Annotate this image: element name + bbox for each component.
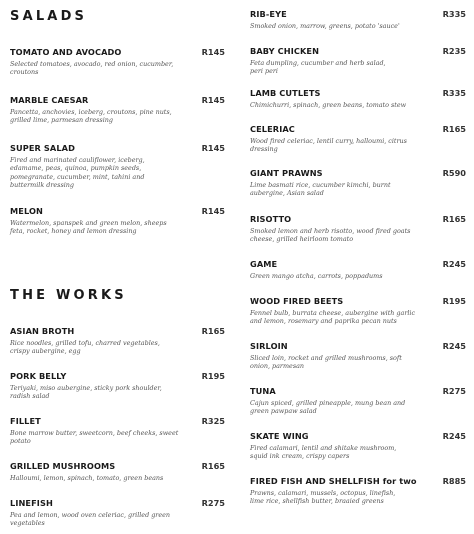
menu-item-price: R165: [201, 326, 225, 336]
menu-item: [250, 88, 466, 109]
menu-item-description: Bone marrow butter, sweetcorn, beef cheeks, sweet potato: [10, 429, 179, 446]
menu-item-description: Fired and marinated cauliflower, iceberg, edamame, peas, quinoa, pumpkin seeds, pomegranate, cucumber, mint, tahini and buttermilk dressing: [10, 156, 145, 190]
menu-item-name: SUPER SALAD: [10, 143, 75, 153]
menu-item-name: WOOD FIRED BEETS: [250, 296, 344, 306]
menu-item-name: MELON: [10, 206, 43, 216]
menu-item: [250, 341, 466, 371]
menu-item-description: Chimichurri, spinach, green beans, tomato stew: [250, 101, 407, 109]
menu-item: [250, 259, 466, 280]
menu-item-description: Smoked lemon and herb risotto, wood fired goats cheese, grilled heirloom tomato: [250, 227, 411, 244]
menu-item: [10, 371, 225, 401]
menu-item-price: R145: [201, 206, 225, 216]
menu-item: [250, 431, 466, 461]
menu-item-description: Lime basmati rice, cucumber kimchi, burnt aubergine, Asian salad: [250, 181, 391, 198]
menu-item-price: R335: [442, 88, 466, 98]
menu-item-price: R325: [201, 416, 225, 426]
menu-item-name: GRILLED MUSHROOMS: [10, 461, 116, 471]
menu-item-description: Pea and lemon, wood oven celeriac, grilled green vegetables: [10, 511, 171, 528]
menu-item-description: Fired calamari, lentil and shitake mushroom, squid ink cream, crispy capers: [250, 444, 397, 461]
menu-item-name: TOMATO AND AVOCADO: [10, 47, 122, 57]
menu-item: [10, 498, 225, 528]
menu-item-name: BABY CHICKEN: [250, 46, 320, 56]
menu-item-price: R145: [201, 47, 225, 57]
menu-item: [10, 326, 225, 356]
menu-item: [10, 95, 225, 125]
menu-item: [250, 386, 466, 416]
menu-item-description: Fennel bulb, burrata cheese, aubergine with garlic and lemon, rosemary and paprika pecan nuts: [250, 309, 416, 326]
menu-item-description: Prawns, calamari, mussels, octopus, linefish, lime rice, shellfish butter, braaied greens: [250, 489, 396, 506]
menu-item-description: Smoked onion, marrow, greens, potato 'sauce': [250, 22, 400, 30]
menu-item-price: R195: [442, 296, 466, 306]
menu-item-description: Halloumi, lemon, spinach, tomato, green beans: [10, 474, 164, 482]
menu-item-description: Cajun spiced, grilled pineapple, mung bean and green pawpaw salad: [250, 399, 406, 416]
menu-item: [250, 476, 466, 506]
menu-item-name: ASIAN BROTH: [10, 326, 75, 336]
menu-item-price: R885: [442, 476, 466, 486]
menu-item: [10, 206, 225, 236]
menu-item-price: R195: [201, 371, 225, 381]
menu-item-price: R235: [442, 46, 466, 56]
menu-item-price: R245: [442, 341, 466, 351]
menu-item-price: R245: [442, 431, 466, 441]
menu-item: [250, 296, 466, 326]
section-title-salads: SALADS: [10, 9, 88, 24]
menu-item: [10, 461, 225, 482]
menu-item-description: Wood fired celeriac, lentil curry, halloumi, citrus dressing: [250, 137, 407, 154]
menu-item: [250, 46, 466, 76]
menu-item-description: Rice noodles, grilled tofu, charred vegetables, crispy aubergine, egg: [10, 339, 160, 356]
menu-item-price: R165: [442, 124, 466, 134]
menu-item: [250, 168, 466, 198]
menu-item-price: R590: [442, 168, 466, 178]
menu-item-price: R165: [201, 461, 225, 471]
menu-item: [10, 143, 225, 190]
menu-item: [250, 9, 466, 30]
menu-item-price: R145: [201, 143, 225, 153]
menu-item-price: R145: [201, 95, 225, 105]
menu-item: [10, 47, 225, 77]
menu-item: [250, 124, 466, 154]
menu-item-description: Feta dumpling, cucumber and herb salad, peri peri: [250, 59, 386, 76]
menu-item-name: LAMB CUTLETS: [250, 88, 321, 98]
menu-item-name: TUNA: [250, 386, 276, 396]
menu-item-name: PORK BELLY: [10, 371, 67, 381]
menu-item-name: GAME: [250, 259, 278, 269]
menu-item-description: Watermelon, spanspek and green melon, sheeps feta, rocket, honey and lemon dressing: [10, 219, 167, 236]
menu-item-name: MARBLE CAESAR: [10, 95, 89, 105]
menu-item-name: CELERIAC: [250, 124, 295, 134]
menu-item-name: LINEFISH: [10, 498, 53, 508]
section-title-the-works: THE WORKS: [10, 288, 127, 303]
menu-item-price: R165: [442, 214, 466, 224]
menu-item-name: RIB-EYE: [250, 9, 287, 19]
menu-item-name: FILLET: [10, 416, 41, 426]
menu-item-description: Pancetta, anchovies, iceberg, croutons, pine nuts, grilled lime, parmesan dressing: [10, 108, 172, 125]
menu-item-name: SIRLOIN: [250, 341, 288, 351]
menu-item-name: SKATE WING: [250, 431, 309, 441]
menu-item-name: FIRED FISH AND SHELLFISH for two: [250, 476, 417, 486]
menu-item-name: GIANT PRAWNS: [250, 168, 323, 178]
menu-item-price: R275: [442, 386, 466, 396]
menu-item-price: R245: [442, 259, 466, 269]
menu-item-description: Selected tomatoes, avocado, red onion, cucumber, croutons: [10, 60, 174, 77]
menu-item-description: Teriyaki, miso aubergine, sticky pork shoulder, radish salad: [10, 384, 162, 401]
menu-item-description: Sliced loin, rocket and grilled mushrooms, soft onion, parmesan: [250, 354, 402, 371]
menu-item-price: R335: [442, 9, 466, 19]
menu-item: [250, 214, 466, 244]
menu-item-name: RISOTTO: [250, 214, 292, 224]
menu-item-description: Green mango atcha, carrots, poppadums: [250, 272, 383, 280]
menu-item: [10, 416, 225, 446]
menu-item-price: R275: [201, 498, 225, 508]
